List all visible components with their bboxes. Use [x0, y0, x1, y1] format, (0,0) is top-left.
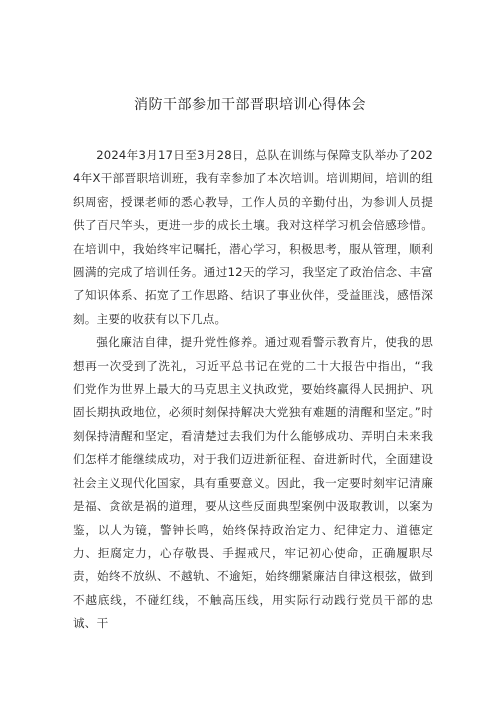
paragraph-intro: 2024年3月17日至3月28日，总队在训练与保障支队举办了2024年X干部晋职培训班，我有幸参加了本次培训。培训期间，培训的组织周密，授课老师的悉心教导，工作人员的辛勤付出，为参训人员提供了百尺竿头，更进一步的成长土壤。我对这样学习机会倍感珍惜。在培训中，我始终牢记嘱托，潜心学习，积极思考，服从管理，顺利圆满的完成了培训任务。通过12天的学习，我坚定了政治信念、丰富了知识体系、拓宽了工作思路、结识了事业伙伴，受益匪浅，感悟深刻。主要的收获有以下几点。 — [73, 148, 433, 326]
document-title: 消防干部参加干部晋职培训心得体会 — [134, 97, 366, 113]
document-body — [73, 144, 433, 636]
paragraph-integrity: 强化廉洁自律，提升党性修养。通过观看警示教育片，使我的思想再一次受到了洗礼，习近平总书记在党的二十大报告中指出，“我们党作为世界上最大的马克思主义执政党，要始终赢得人民拥护、巩固长期执政地位，必须时刻保持解决大党独有难题的清醒和坚定。”时刻保持清醒和坚定，看清楚过去我们为什么能够成功、弄明白未来我们怎样才能继续成功，对于我们迈进新征程、奋进新时代，全面建设社会主义现代化国家，具有重要意义。因此，我一定要时刻牢记清廉是福、贪欲是祸的道理，要从这些反面典型案例中汲取教训，以案为鉴，以人为镜，警钟长鸣，始终保持政治定力、纪律定力、道德定力、拒腐定力，心存敬畏、手握戒尺，牢记初心使命，正确履职尽责，始终不放纵、不越轨、不逾矩，始终绷紧廉洁自律这根弦，做到不越底线，不碰红线，不触高压线，用实际行动践行党员干部的忠诚、干 — [73, 335, 433, 631]
